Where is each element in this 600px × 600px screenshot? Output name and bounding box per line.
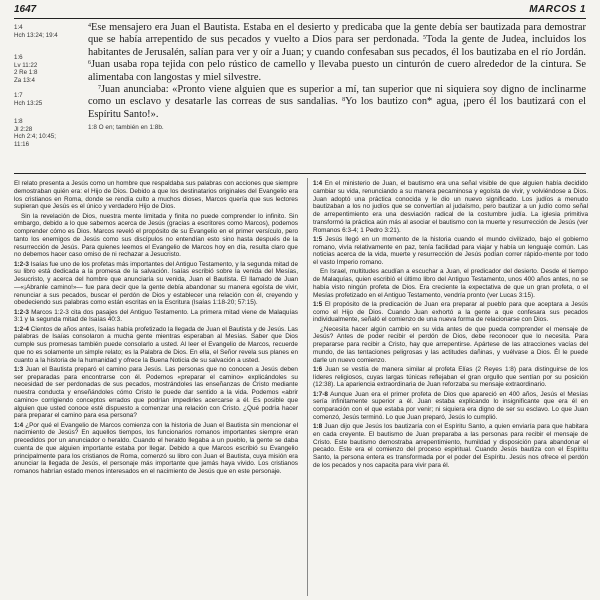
cross-ref-line: Jl 2:28 <box>14 125 33 133</box>
page-header <box>14 4 586 19</box>
note-reference: 1:2-3 <box>14 308 29 316</box>
study-note: En Israel, multitudes acudían a escuchar a Juan, el predicador del desierto. Desde el tiempo de Malaquías, quien escribió el último libro del Antiguo Testamento, unos 400 años antes, no se había visto ningún profeta de Dios. Era creciente la expectativa de que un gran profeta, o el Mesías profetizado en el Antiguo Testamento, vendría pronto (ver Lucas 3:15). <box>313 268 588 299</box>
note-text: Aunque Juan era el primer profeta de Dios que apareció en 400 años, Jesús el Mesías sería infinitamente superior a él. Juan estaba explicando lo insignificante que era él en comparación con el que estaba por venir; ni siquiera era digno de ser su esclavo. Lo que Juan comenzó, Jesús terminó. Lo que Juan preparó, Jesús lo cumplió. <box>313 390 588 421</box>
study-note <box>14 309 298 325</box>
cross-ref-line: Hch 2:4; 10:45; <box>14 133 56 140</box>
cross-ref-1-4 <box>14 24 76 39</box>
study-note <box>313 391 588 422</box>
cross-ref-line: Hch 13:25 <box>14 99 43 107</box>
study-note: El relato presenta a Jesús como un hombre que respaldaba sus palabras con acciones que siempre demostraban quién era: el Hijo de Dios. Debido a que los destinatarios originales del Evangelio era los cristianos en Roma, donde se rendía culto a muchos dioses, Marcos quería que sus lectores supieran que Jesús es el único y verdadero Hijo de Dios. <box>14 180 298 211</box>
cross-ref-label: 1:4 <box>14 24 23 31</box>
verse-number: 4 <box>88 23 91 29</box>
study-note <box>313 301 588 324</box>
study-note: Sin la revelación de Dios, nuestra mente limitada y finita no puede comprender lo infinito. Sin embargo, debido a lo que sabemos acerca de Jesús (gracias a escritores como Marcos), podemos comprender cómo es Dios. Marcos reveló el propósito de su Evangelio en el primer versículo, pero tanto los enemigos de Jesús como sus discípulos no entendían esto sino hasta después de la resurrección de Jesús. Para quienes leemos el Evangelio de Marcos hoy en día, resulta claro que no debemos hacer caso omiso de ni rechazar a Jesucristo. <box>14 212 298 259</box>
translation-footnote: 1:8 O en; también en 1:8b. <box>88 124 164 132</box>
study-note <box>313 180 588 234</box>
verse-text: Juan anunciaba: «Pronto viene alguien que es superior a mí, tan superior que ni siquiera soy digno de inclinarme como un esclavo y desatarle las correas de sus sandalias. <box>88 84 586 108</box>
cross-ref-line: Hch 13:24; 19:4 <box>14 31 58 39</box>
cross-ref-label: 1:7 <box>14 92 23 99</box>
note-text: Juan dijo que Jesús los bautizaría con el Espíritu Santo, a quien enviaría para que habitara en cada creyente. El bautismo de Juan preparaba a las personas para recibir el mensaje de Cristo. Este bautismo demostraba arrepentimiento, humildad y disposición para abandonar el pecado. Este era el comienzo del proceso espiritual. Cuando Jesús bautiza con el Espíritu Santo, la persona entera es transformada por el poder del Espíritu. Jesús nos ofrece el perdón de los pecados y nos capacita para vivir para él. <box>313 423 588 469</box>
cross-ref-line: Lv 11:22 <box>14 61 38 69</box>
note-text: En el ministerio de Juan, el bautismo era una señal visible de que alguien había decidido cambiar su vida, renunciando a su manera pecaminosa y egoísta de vivir, y volviéndose a Dios. Juan adoptó una práctica conocida y le dio un nuevo significado. Los judíos a menudo bautizaban a los no judíos que se convertían al judaísmo, pero bautizar a un judío como señal de arrepentimiento era una desviación radical de la costumbre judía. La iglesia primitiva transformó la práctica aún más al asociar el bautismo con la muerte y resurrección de Jesús (ver Romanos 6:3-4; 1 Pedro 3:21). <box>313 180 588 234</box>
cross-ref-1-6 <box>14 54 76 84</box>
verse-text: Toda la gente de Judea, incluidos los habitantes de Jerusalén, salían para ver y oír a Juan; y cuando confesaban sus pecados, él los bautizaba en el río Jordán. <box>88 34 586 58</box>
cross-ref-line: Za 13:4 <box>14 76 35 84</box>
note-reference: 1:7-8 <box>313 390 328 398</box>
note-text: Cientos de años antes, Isaías había profetizado la llegada de Juan el Bautista y de Jesús. Las palabras de Isaías consolaron a mucha gente mientras esperaban al Mesías. Saber que Dios cumple sus promesas también puede consolarlo a usted. Al leer el Evangelio de Marcos, recuerde que no es solamente un simple relato; es la Palabra de Dios. En ella, el Señor revela sus planes en cuanto a la historia de la humanidad y ofrece la Buena Noticia de su salvación a usted. <box>14 325 298 364</box>
note-text: Juan se vestía de manera similar al profeta Elías (2 Reyes 1:8) para distinguirse de los líderes religiosos, cuyas largas túnicas reflejaban el gran orgullo que sentían por su posición (12:38). La apariencia extraordinaria de Juan reforzaba su mensaje extraordinario. <box>313 365 588 389</box>
note-reference: 1:2-4 <box>14 325 29 333</box>
note-text: Jesús llegó en un momento de la historia cuando el mundo civilizado, bajo el gobierno romano, vivía relativamente en paz, tenía facilidad para viajar y había un lenguaje común. Las noticias acerca de la vida, muerte y resurrección de Jesús podían correr rápido-mente por todo el vasto Imperio romano. <box>313 235 588 266</box>
section-divider <box>14 173 586 174</box>
note-text: Marcos 1:2-3 cita dos pasajes del Antiguo Testamento. La primera mitad viene de Malaquías 3:1 y la segunda mitad de Isaías 40:3. <box>14 308 298 324</box>
cross-ref-1-8 <box>14 118 76 148</box>
study-note <box>14 422 298 476</box>
note-reference: 1:2-3 <box>14 260 29 268</box>
cross-ref-line: 2 Re 1:8 <box>14 69 38 76</box>
study-notes-right-column <box>313 180 588 471</box>
page-number: 1647 <box>14 4 37 15</box>
study-note <box>313 236 588 267</box>
note-text: El propósito de la predicación de Juan era preparar al pueblo para que aceptara a Jesús como el Hijo de Dios. Cuando Juan exhortó a la gente a que confesara sus pecados individualmente, señaló el comienzo de una nueva forma de relacionarse con Dios. <box>313 300 588 324</box>
bible-paragraph <box>88 84 586 121</box>
note-text: ¿Por qué el Evangelio de Marcos comienza con la historia de Juan el Bautista sin mencionar el nacimiento de Jesús? En aquellos tiempos, los funcionarios romanos importantes siempre eran precedidos por un anunciador o heraldo. Cuando el heraldo llegaba a un pueblo, la gente se daba cuenta de que alguien importante estaba por llegar. Debido a que Marcos escribió su Evangelio principalmente para los cristianos de Roma, comenzó su libro con Juan el Bautista, cuya misión era anunciar la llegada de Jesús, el personaje más importante que jamás haya vivido. Los cristianos romanos habrían estado menos interesados en el nacimiento de Jesús que en este personaje. <box>14 421 298 475</box>
column-divider <box>307 178 308 596</box>
study-note <box>14 326 298 365</box>
verse-text: Juan usaba ropa tejida con pelo rústico de camello y llevaba puesto un cinturón de cuero alrededor de la cintura. Se alimentaba con langostas y miel silvestre. <box>88 59 586 83</box>
note-reference: 1:3 <box>14 365 24 373</box>
note-reference: 1:5 <box>313 235 323 243</box>
verse-number: 5 <box>423 35 427 42</box>
study-notes-left-column <box>14 180 298 477</box>
verse-number: 6 <box>88 60 91 67</box>
verse-number: 7 <box>98 85 101 92</box>
verse-text: Ese mensajero era Juan el Bautista. Estaba en el desierto y predicaba que la gente debía ser bautizada para demostrar que se había arrepentido de sus pecados y vuelto a Dios para ser perdonada. <box>88 22 586 46</box>
note-reference: 1:4 <box>313 180 323 187</box>
cross-ref-label: 1:8 <box>14 118 23 125</box>
book-title: MARCOS 1 <box>529 4 586 15</box>
study-note <box>14 366 298 420</box>
bible-text <box>88 22 586 132</box>
note-text: Isaías fue uno de los profetas más importantes del Antiguo Testamento, y la segunda mitad de su libro está dedicada a la promesa de la salvación. Isaías escribió sobre la venida del Mesías, Jesucristo, y acerca del hombre que anunciaría su venida, Juan el Bautista. El llamado de Juan —«¡Abranle camino!»— fue para decir que la gente debía abandonar su manera egoísta de vivir, renunciar a sus pecados, buscar el perdón de Dios y establecer una relación con él, creyendo y obedeciendo sus palabras como están escritas en la Escritura (Isaías 1:18-20; 57:15). <box>14 260 298 307</box>
study-note <box>313 366 588 389</box>
note-reference: 1:6 <box>313 365 323 373</box>
cross-ref-line: 11:16 <box>14 140 30 148</box>
note-reference: 1:8 <box>313 423 323 430</box>
cross-ref-1-7 <box>14 92 76 107</box>
study-note: ¿Necesita hacer algún cambio en su vida antes de que pueda comprender el mensaje de Jesús? Antes de poder recibir el perdón de Dios, debe reconocer que lo necesita. Para prepararse para recibir a Cristo, hay que arrepentirse. Apártese de las atracciones vacías del mundo, de las tentaciones peligrosas y las actitudes dañinas, y vuélvase a Dios. Él le puede darle un nuevo comienzo. <box>313 325 588 364</box>
bible-paragraph <box>88 22 586 84</box>
verse-text: Yo los bautizo con* agua, ¡pero él los bautizará con el Espíritu Santo!». <box>88 96 586 120</box>
study-note <box>313 423 588 470</box>
note-reference: 1:5 <box>313 300 323 308</box>
verse-number: 8 <box>342 97 346 104</box>
note-text: Juan el Bautista preparó el camino para Jesús. Las personas que no conocen a Jesús deben ser preparadas para encontrarse con él. Podemos «preparar el camino» explicándoles su necesidad de ser perdonadas de sus pecados, mostrándoles las enseñanzas de Cristo mediante nuestra conducta y enseñándoles cómo Cristo le puede dar sentido a la vida. Podemos «abrir camino» corrigiendo conceptos errados que podrían impedirles acercarse a él. Es posible que alguien que usted conoce esté dispuesto a comenzar una relación con Cristo. ¿Qué podría hacer para preparar el camino para esa persona? <box>14 365 298 420</box>
note-reference: 1:4 <box>14 421 24 429</box>
cross-ref-label: 1:6 <box>14 54 23 61</box>
study-note <box>14 261 298 308</box>
